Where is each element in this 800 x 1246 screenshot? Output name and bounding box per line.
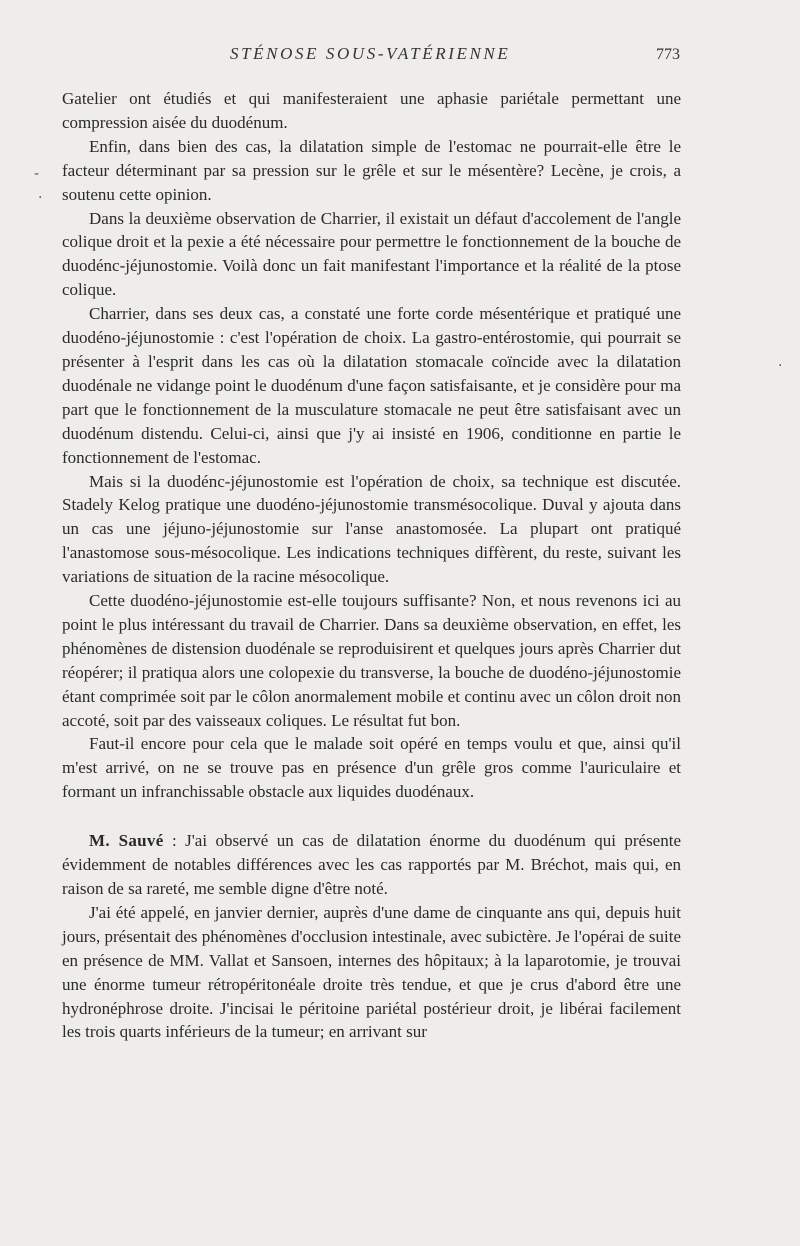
margin-dot-mark: · xyxy=(38,190,43,206)
speaker-name: M. Sauvé xyxy=(89,831,164,851)
speaker-intro: : J'ai observé un cas de dilatation énorme du duodénum qui présente évidemment de notables différences avec les cas rapportés par M. Bréchot, mais qui, en raison de sa rareté, me semble digne d'être noté. xyxy=(62,831,681,898)
speaker-followup-paragraph: J'ai été appelé, en janvier dernier, auprès d'une dame de cinquante ans qui, depuis huit jours, présentait des phénomènes d'occlusion intestinale, avec subictère. Je l'opérai de suite en présence de MM. Vallat et Sansoen, internes des hôpitaux; à la laparotomie, je trouvai une énorme tumeur rétropéritonéale droite très tendue, et que je crus d'abord être une hydronéphrose droite. J'incisai le péritoine pariétal postérieur droit, je libérai facilement les trois quarts inférieurs de la tumeur; en arrivant sur xyxy=(62,902,681,1042)
paragraph-1: Gatelier ont étudiés et qui manifesteraient une aphasie pariétale permettant une compression aisée du duodénum. xyxy=(62,89,681,132)
paragraph-5: Mais si la duodénc-jéjunostomie est l'opération de choix, sa technique est discutée. Stadely Kelog pratique une duodéno-jéjunostomie transmésocolique. Duval y ajouta dans un cas une jéjuno-jéjunostomie sur l'anse anastomosée. La plupart ont pratiqué l'anastomose sous-mésocolique. Les indications techniques diffèrent, du reste, suivant les variations de situation de la racine mésocolique. xyxy=(62,471,681,587)
page-header xyxy=(62,44,682,68)
margin-dash-mark: - xyxy=(34,166,40,182)
paragraph-4: Charrier, dans ses deux cas, a constaté une forte corde mésentérique et pratiqué une duodéno-jéjunostomie : c'est l'opération de choix. La gastro-entérostomie, qui pourrait se présenter à l'esprit dans les cas où la dilatation stomacale coïncide avec la dilatation duodénale ne vidange point le duodénum d'une façon satisfaisante, et je considère pour ma part que le fonctionnement de la musculature stomacale ne peut être satisfaisant avec un duodénum distendu. Celui-ci, ainsi que j'y ai insisté en 1906, conditionne en partie le fonctionnement de l'estomac. xyxy=(62,304,681,467)
paragraph-2: Enfin, dans bien des cas, la dilatation simple de l'estomac ne pourrait-elle être le facteur déterminant par sa pression sur le grêle et sur le mésentère? Lecène, je crois, a soutenu cette opinion. xyxy=(62,136,681,204)
paragraph-7: Faut-il encore pour cela que le malade soit opéré en temps voulu et que, ainsi qu'il m'est arrivé, on ne se trouve pas en présence d'un grêle gros comme l'auriculaire et formant un infranchissable obstacle aux liquides duodénaux. xyxy=(62,734,681,802)
paragraph-3: Dans la deuxième observation de Charrier, il existait un défaut d'accolement de l'angle colique droit et la pexie a été nécessaire pour permettre le fonctionnement de la bouche de duodénc-jéjunostomie. Voilà donc un fait manifestant l'importance et la réalité de la ptose colique. xyxy=(62,208,681,300)
body-text xyxy=(62,87,681,1044)
speaker-paragraph xyxy=(62,829,681,901)
paragraph-6: Cette duodéno-jéjunostomie est-elle toujours suffisante? Non, et nous revenons ici au point le plus intéressant du travail de Charrier. Dans sa deuxième observation, en effet, les phénomènes de distension duodénale se reproduisirent et quelques jours après Charrier dut réopérer; il pratiqua alors une colopexie du transverse, la bouche de duodéno-jéjunostomie étant comprimée soit par le côlon anormalement mobile et continu avec un côlon droit non accoté, soit par des vaisseaux coliques. Le résultat fut bon. xyxy=(62,591,681,730)
margin-dot-mark-right: · xyxy=(778,358,783,374)
page-number: 773 xyxy=(656,46,680,63)
running-title: STÉNOSE SOUS-VATÉRIENNE xyxy=(230,44,511,63)
